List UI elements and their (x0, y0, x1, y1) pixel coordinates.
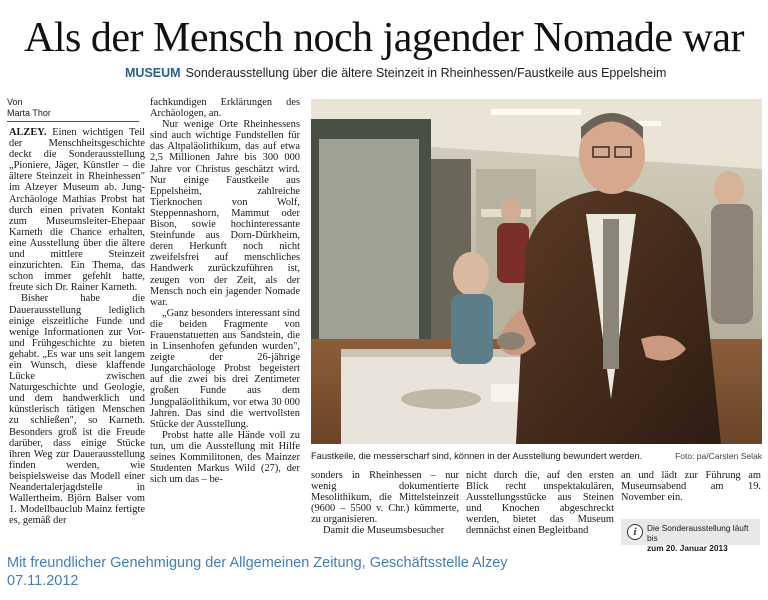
paragraph: nicht durch die, auf den ersten Blick recht unspektakulären, Ausstellungsstücke aus Steinen und Knochen abgeschreckt werden, bietet das Museum demnächst einen Begleitband (466, 470, 614, 537)
article-column-2 (150, 97, 300, 485)
info-text (647, 523, 760, 553)
byline-label: Von (7, 97, 23, 107)
photo-credit: Foto: pa/Carsten Selak (675, 451, 762, 461)
paragraph (9, 127, 145, 293)
paragraph: Probst hatte alle Hände voll zu tun, um die Ausstellung mit Hilfe seines Kommilitonen, des Mainzer Studenten Markus Wild (27), der sich um das – be- (150, 429, 300, 486)
permission-text: Mit freundlicher Genehmigung der Allgemeinen Zeitung, Geschäftsstelle Alzey (7, 555, 508, 571)
byline (7, 97, 139, 122)
article-column-3 (311, 470, 459, 537)
subline (125, 66, 666, 80)
subline-text: Sonderausstellung über die ältere Steinzeit in Rheinhessen/Faustkeile aus Eppelsheim (185, 66, 667, 80)
publication-date: 07.11.2012 (7, 573, 79, 589)
museum-scene-image (311, 99, 762, 444)
byline-author: Marta Thor (7, 108, 51, 118)
paragraph: an und lädt zur Führung am Museumsabend am 19. November ein. (621, 470, 761, 504)
info-line-1: Die Sonderausstellung läuft bis (647, 523, 749, 543)
kicker: MUSEUM (125, 66, 181, 80)
article-photo (311, 99, 762, 444)
caption-text: Faustkeile, die messerscharf sind, können in der Ausstellung bewundert werden. (311, 451, 643, 461)
paragraph: Damit die Museumsbesucher (323, 525, 445, 537)
paragraph: fachkundigen Erklärungen des Archäologen, an. (150, 97, 300, 120)
info-icon: i (627, 524, 643, 540)
photo-caption (311, 451, 762, 462)
permission-footer (7, 554, 508, 590)
paragraph: sonders in Rheinhessen – nur wenig dokumentierte Mesolithikum, die Mittelsteinzeit (9600 – 5500 v. Chr.) kümmerte, zu organisieren. (311, 470, 459, 526)
paragraph: Nur wenige Orte Rheinhessens sind auch wichtige Fundstellen für das Altpaläolithikum, das auf etwa 2,5 Millionen Jahre bis 300 000 Jahre vor Christus geschätzt wird. Nur einige Faustkeile aus Eppelsheim, zahlreiche Tierknochen von Wolf, Steppennashorn, Mammut oder Bison, sowie hochinteressante Steinfunde aus Dorn-Dürkheim, deren Herkunft noch nicht zweifelsfrei auf menschliches Handwerk zurückzuführen ist, zeugen von der Zeit, als der Mensch noch ein jagender Nomade war. (150, 119, 300, 308)
article-column-1 (9, 127, 145, 526)
article-column-5 (621, 470, 761, 503)
paragraph-text: Einen wichtigen Teil der Menschheitsgeschichte deckt die Sonderausstellung „Pioniere, Jäger, Künstler – die ältere Steinzeit in Rheinhessen" im Alzeyer Museum ab. Jung-Archäologe Mathias Probst hat durch einen privaten Kontakt zum Museumsleiter-Ehepaar Karneth die Chance erhalten, eine Ausstellung über die ältere und mittlere Steinzeit einzurichten. Ein Thema, das schon immer gefehlt hatte, freute sich Dr. Rainer Karneth. (9, 127, 145, 294)
info-box (621, 519, 760, 553)
info-line-2: zum 20. Januar 2013 (647, 543, 728, 553)
article-column-4 (466, 470, 614, 537)
paragraph: „Ganz besonders interessant sind die beiden Fragmente von Frauenstatuetten aus Sandstein, die in Linsenhofen gefunden wurden", zeigte der 26-jährige Jungarchäologe Probst begeistert auf die zwei bis drei Zentimeter großen Funde aus dem Jungpaläolithikum, vor etwa 30 000 Jahren. Das sind die wertvollsten Stücke der Ausstellung. (150, 307, 300, 430)
paragraph: Bisher habe die Dauerausstellung lediglich einige eiszeitliche Funde und wenige Informationen zur Vor- und Frühgeschichte zu bieten gehabt. „Es war uns seit langem ein Wunsch, diese klaffende Lücke zwischen Naturgeschichte und Geologie, und dem handwerklich und künstlerisch tätigen Menschen zu schließen", so Karneth. Besonders groß ist die Freude darüber, dass einige Stücke ihren Weg zur Dauerausstellung finden werden, wie beispielsweise das Modell einer Neandertalerjagdstelle in Wallertheim. Björn Balser vom 1. Modellbauclub Mainz fertigte es, gemäß der (9, 293, 145, 527)
dateline: ALZEY. (9, 127, 47, 138)
headline: Als der Mensch noch jagender Nomade war (24, 15, 744, 61)
